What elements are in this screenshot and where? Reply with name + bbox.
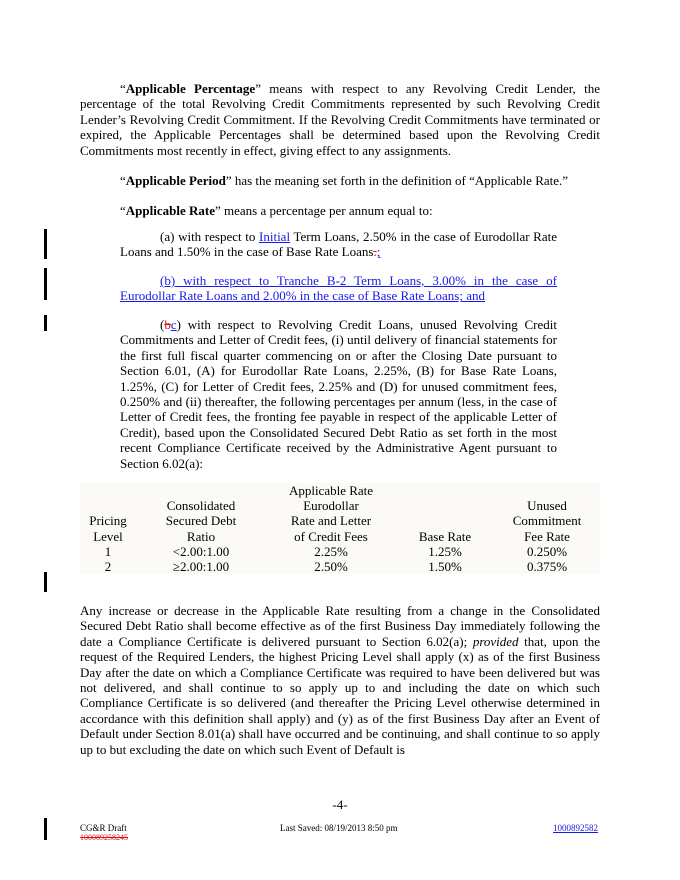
table-row	[80, 559, 600, 574]
cell-level: 2	[104, 559, 112, 575]
header-pricing-level: Level	[93, 528, 123, 544]
cell-level: 1	[104, 543, 112, 559]
pricing-grid-table	[80, 483, 600, 574]
table-row	[80, 544, 600, 559]
inserted-text: Initial	[259, 229, 291, 244]
cell-base-rate: 1.25%	[428, 543, 462, 559]
cell-eurodollar: 2.50%	[314, 559, 348, 575]
table-group-header: Applicable Rate	[288, 483, 374, 498]
cell-fee: 0.375%	[526, 559, 568, 575]
footer-deleted-doc-id: 100089258245	[80, 833, 128, 842]
footer-last-saved: Last Saved: 08/19/2013 8:50 pm	[280, 823, 398, 833]
header-ratio: Consolidated	[166, 498, 236, 514]
defined-term: Applicable Percentage	[125, 81, 256, 96]
pricing-level-adjustment-paragraph: Any increase or decrease in the Applicable Rate resulting from a change in the Consolidated Secured Debt Ratio shall become effective as of the first Business Day immediately following the date a Compliance Certificate is delivered pursuant to Section 6.02(a); provided that, upon the request of the Required Lenders, the highest Pricing Level shall apply (x) as of the first Business Day after the date on which a Compliance Certificate was required to have been delivered but was not delivered, and shall continue to so apply up to and including the date on which such Compliance Certificate is so delivered (and thereafter the Pricing Level otherwise determined in accordance with this definition shall apply) and (y) as of the first Business Day after an Event of Default under Section 8.01(a) shall have occurred and be continuing, and shall continue to so apply up to but excluding the date on which such Event of Default is	[80, 603, 600, 757]
header-ratio: Secured Debt	[165, 513, 237, 529]
deleted-text: b	[164, 317, 171, 332]
header-base-rate: Base Rate	[418, 528, 472, 544]
cell-eurodollar: 2.25%	[314, 543, 348, 559]
header-eurodollar: of Credit Fees	[294, 528, 368, 544]
applicable-percentage-definition: “Applicable Percentage” means with respect to any Revolving Credit Lender, the percentage of the total Revolving Credit Commitments represented by such Revolving Credit Lender’s Revolving Credit Commitment. If the Revolving Credit Commitments have terminated or expired, the Applicable Percentages shall be determined based upon the Revolving Credit Commitments most recently in effect, giving effect to any assignments.	[80, 81, 600, 158]
header-eurodollar: Eurodollar	[303, 498, 359, 514]
change-bar	[44, 268, 47, 300]
italic-term: provided	[472, 633, 519, 649]
footer-doc-id: 1000892582	[553, 823, 598, 833]
clause-b-inserted: (b) with respect to Tranche B-2 Term Loans, 3.00% in the case of Eurodollar Rate Loans and 2.00% in the case of Base Rate Loans; and	[120, 273, 557, 304]
change-bar	[44, 818, 47, 840]
header-commitment-fee: Unused	[527, 498, 567, 514]
applicable-rate-definition: “Applicable Rate” means a percentage per annum equal to:	[120, 203, 433, 218]
change-bar	[44, 572, 47, 592]
clause-c: (bc) with respect to Revolving Credit Loans, unused Revolving Credit Commitments and Letter of Credit fees, (i) until delivery of financial statements for the first full fiscal quarter commencing on or after the Closing Date pursuant to Section 6.01, (A) for Eurodollar Rate Loans, 2.25%, (B) for Base Rate Loans, 1.25%, (C) for Letter of Credit fees, 2.25% and (D) for unused commitment fees, 0.250% and (ii) thereafter, the following percentages per annum (less, in the case of Letter of Credit fees, the fronting fee payable in respect of the applicable Letter of Credit), based upon the Consolidated Secured Debt Ratio as set forth in the most recent Compliance Certificate received by the Administrative Agent pursuant to Section 6.02(a):	[120, 317, 557, 471]
deleted-text: .	[373, 244, 377, 260]
defined-term: Applicable Period	[125, 173, 226, 188]
inserted-text: ;	[376, 244, 381, 260]
header-eurodollar: Rate and Letter	[290, 513, 372, 529]
clause-a: (a) with respect to Initial Term Loans, 2.50% in the case of Eurodollar Rate Loans and 1.50% in the case of Base Rate Loans.;	[120, 229, 558, 260]
footer-draft-label: CG&R Draft	[80, 823, 127, 833]
page-number: -4-	[332, 797, 348, 812]
header-pricing-level: Pricing	[89, 513, 127, 529]
header-commitment-fee: Fee Rate	[524, 528, 570, 544]
change-bar	[44, 229, 47, 259]
header-ratio: Ratio	[186, 528, 216, 544]
cell-ratio: ≥2.00:1.00	[172, 559, 230, 575]
inserted-text: c	[170, 317, 177, 332]
applicable-period-definition: “Applicable Period” has the meaning set forth in the definition of “Applicable Rate.”	[120, 173, 569, 188]
cell-base-rate: 1.50%	[428, 559, 462, 575]
header-commitment-fee: Commitment	[512, 513, 582, 529]
defined-term: Applicable Rate	[125, 203, 215, 218]
cell-fee: 0.250%	[526, 543, 568, 559]
change-bar	[44, 315, 47, 331]
cell-ratio: <2.00:1.00	[172, 543, 230, 559]
